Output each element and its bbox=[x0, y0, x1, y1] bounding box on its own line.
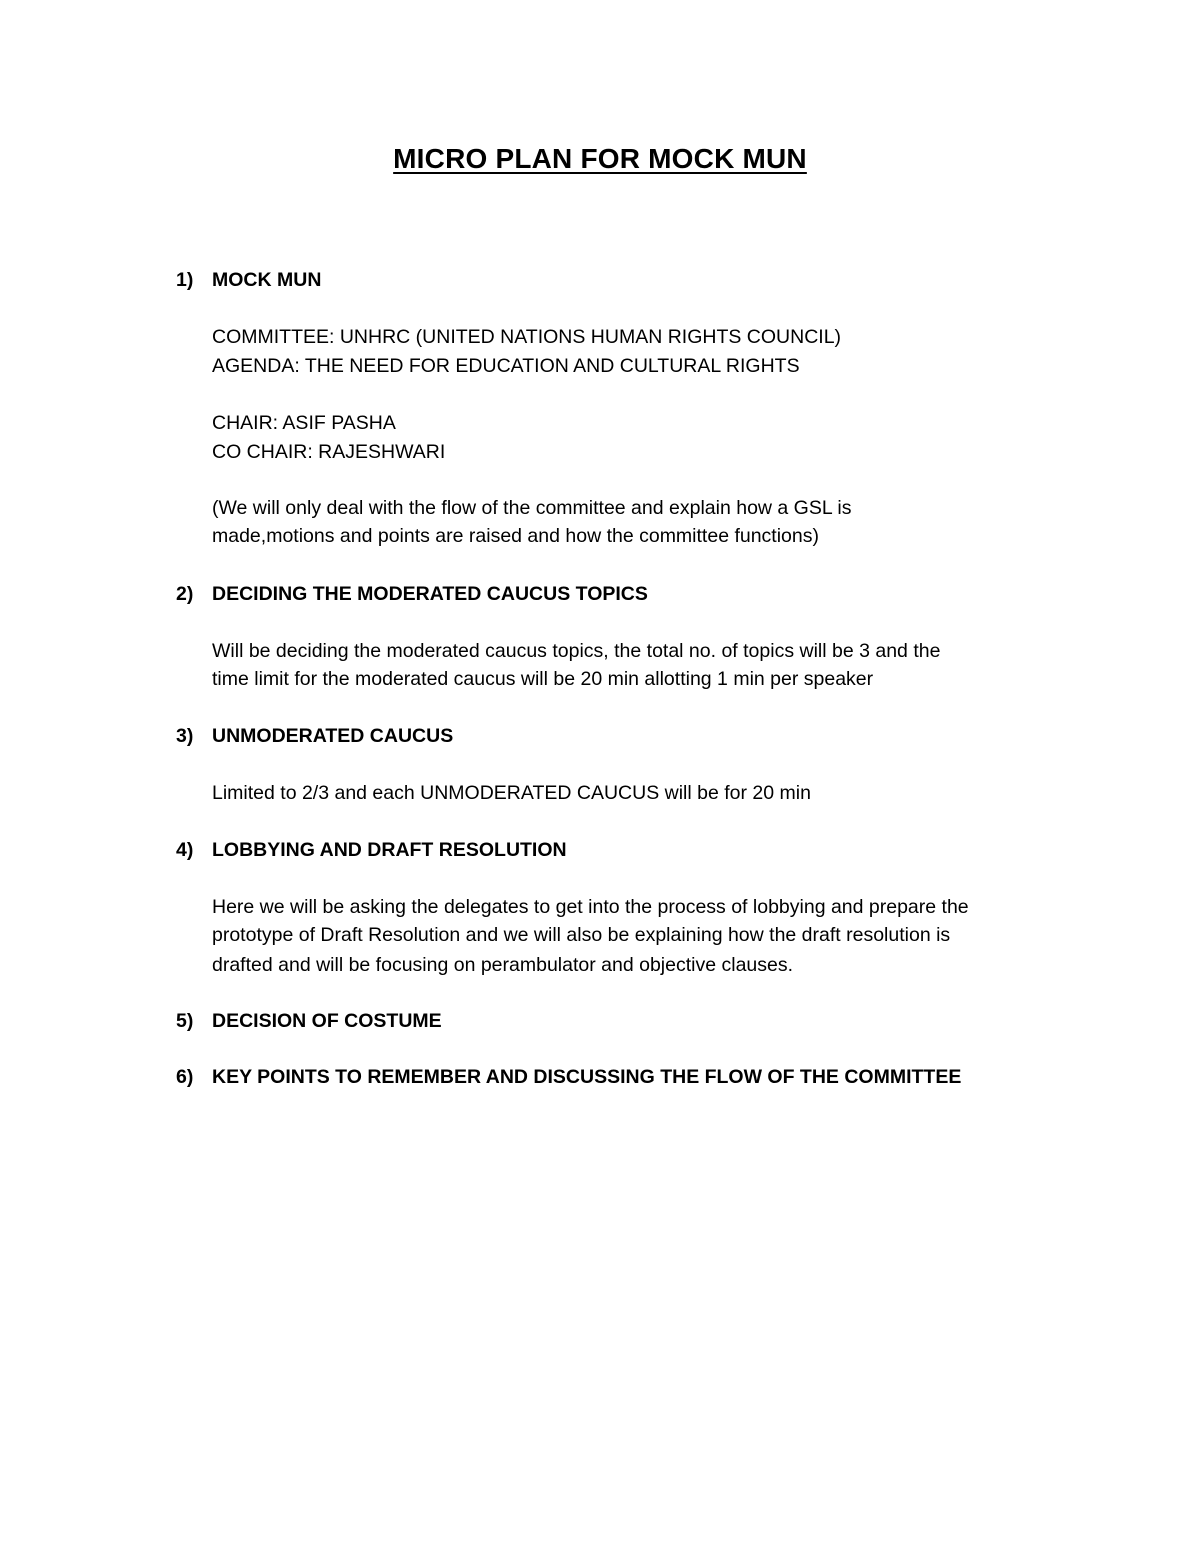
section-2-line-1: Will be deciding the moderated caucus topics, the total no. of topics will be 3 and the bbox=[212, 640, 941, 662]
document-title: MICRO PLAN FOR MOCK MUN bbox=[393, 143, 807, 174]
section-2-number: 2) bbox=[176, 583, 194, 605]
section-4-line-1: Here we will be asking the delegates to get into the process of lobbying and prepare the bbox=[212, 896, 969, 918]
section-2-line-2: time limit for the moderated caucus will be 20 min allotting 1 min per speaker bbox=[212, 668, 874, 690]
section-1-line-committee: COMMITTEE: UNHRC (UNITED NATIONS HUMAN RIGHTS COUNCIL) bbox=[212, 326, 842, 348]
section-1-heading: MOCK MUN bbox=[212, 269, 322, 291]
section-4-line-2: prototype of Draft Resolution and we will also be explaining how the draft resolution is bbox=[212, 924, 951, 946]
section-6-number: 6) bbox=[176, 1066, 194, 1088]
section-4-line-3: drafted and will be focusing on perambulator and objective clauses. bbox=[212, 954, 794, 976]
section-1-line-note-2: made,motions and points are raised and how the committee functions) bbox=[212, 525, 819, 547]
section-1-line-agenda: AGENDA: THE NEED FOR EDUCATION AND CULTURAL RIGHTS bbox=[212, 355, 800, 377]
section-3-number: 3) bbox=[176, 725, 194, 747]
section-5-number: 5) bbox=[176, 1010, 194, 1032]
section-4-number: 4) bbox=[176, 839, 194, 861]
section-5-heading: DECISION OF COSTUME bbox=[212, 1010, 442, 1032]
section-1-line-chair: CHAIR: ASIF PASHA bbox=[212, 412, 396, 434]
section-2-heading: DECIDING THE MODERATED CAUCUS TOPICS bbox=[212, 583, 648, 605]
section-4-heading: LOBBYING AND DRAFT RESOLUTION bbox=[212, 839, 567, 861]
section-3-line-1: Limited to 2/3 and each UNMODERATED CAUCUS will be for 20 min bbox=[212, 782, 811, 804]
section-1-line-co-chair: CO CHAIR: RAJESHWARI bbox=[212, 441, 446, 463]
section-6-heading: KEY POINTS TO REMEMBER AND DISCUSSING THE FLOW OF THE COMMITTEE bbox=[212, 1066, 962, 1088]
section-1-line-note-1: (We will only deal with the flow of the committee and explain how a GSL is bbox=[212, 497, 852, 519]
section-3-heading: UNMODERATED CAUCUS bbox=[212, 725, 454, 747]
section-1-number: 1) bbox=[176, 269, 194, 291]
